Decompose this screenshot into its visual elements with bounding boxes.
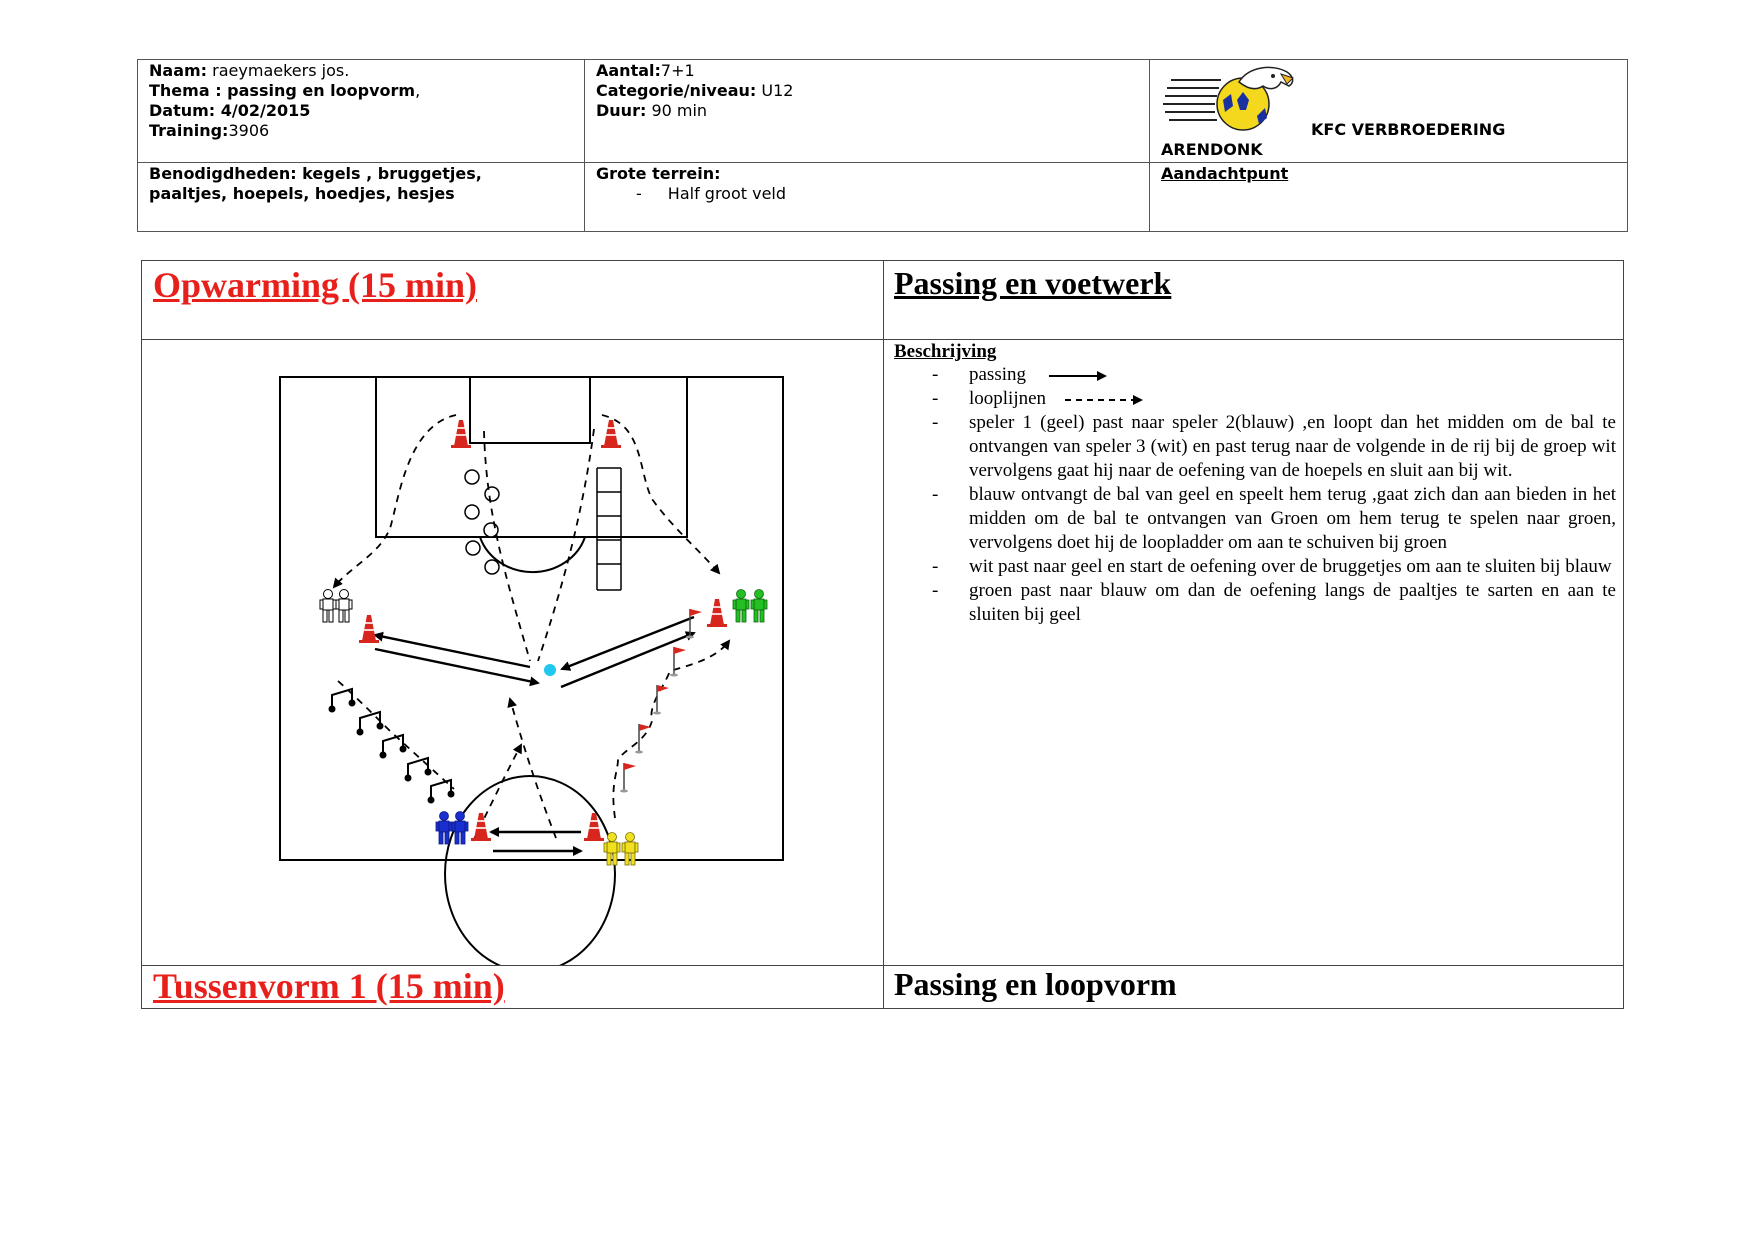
- duur-value: 90 min: [651, 101, 708, 120]
- players-white: [320, 590, 352, 623]
- hurdles: [329, 689, 455, 804]
- training-label: Training:: [149, 121, 229, 140]
- aandachtpunt-cell: [1161, 164, 1611, 184]
- list-item: - looplijnen: [894, 387, 1616, 411]
- exercise-1-title: Opwarming (15 min): [153, 265, 477, 305]
- club-name: KFC VERBROEDERING: [1311, 120, 1506, 139]
- dashed-arrow-icon: [1065, 393, 1145, 407]
- list-item: - wit past naar geel en start de oefening over de bruggetjes om aan te sluiten bij blauw: [932, 556, 1612, 577]
- legend-passing-label: passing: [969, 364, 1026, 385]
- description-text-2: blauw ontvangt de bal van geel en speelt hem terug ,gaat zich dan aan bieden in het midden om de bal te ontvangen van Groen om hem terug te spelen naar groen, vervolgens doet hij de loopladder om aan te schuiven bij groen: [969, 484, 1616, 553]
- exercise-1-subtitle: Passing en voetwerk: [894, 265, 1172, 301]
- datum-text: Datum: 4/02/2015: [149, 101, 311, 120]
- legend-looplijnen-label: looplijnen: [969, 388, 1047, 409]
- benodigdheden-line-1: Benodigdheden: kegels , bruggetjes,: [149, 164, 482, 183]
- players-blue: [436, 812, 468, 845]
- passing-circle: [445, 776, 615, 965]
- naam-value: raeymaekers jos.: [212, 61, 350, 80]
- list-item: - groen past naar blauw om dan de oefening langs de paaltjes te sarten en aan te sluiten bij geel: [932, 580, 1616, 625]
- solid-arrow-icon: [1049, 369, 1109, 383]
- group-info-cell: [596, 61, 1136, 121]
- benodigdheden-line-2: paaltjes, hoepels, hoedjes, hesjes: [149, 184, 455, 203]
- list-item: - passing: [894, 363, 1616, 387]
- club-logo-cell: [1151, 60, 1626, 161]
- categorie-label: Categorie/niveau:: [596, 81, 757, 100]
- terrein-dash: -: [636, 184, 642, 203]
- description-text-3: wit past naar geel en start de oefening over de bruggetjes om aan te sluiten bij blauw: [969, 556, 1612, 577]
- description-list: [894, 363, 1616, 627]
- naam-label: Naam:: [149, 61, 208, 80]
- club-city: ARENDONK: [1161, 140, 1263, 159]
- training-value: 3906: [228, 121, 270, 140]
- running-lines: [334, 415, 729, 841]
- ball: [544, 664, 556, 676]
- speed-ladder: [597, 468, 621, 590]
- description-text-4: groen past naar blauw om dan de oefening langs de paaltjes te sarten en aan te sluiten bij geel: [969, 580, 1616, 625]
- list-item: - blauw ontvangt de bal van geel en speelt hem terug ,gaat zich dan aan bieden in het midden om de bal te ontvangen van Groen om hem terug te spelen naar groen, vervolgens doet hij de loopladder om aan te schuiven bij groen: [932, 484, 1616, 553]
- categorie-value: U12: [761, 81, 794, 100]
- header-table: [137, 59, 1628, 232]
- duur-label: Duur:: [596, 101, 647, 120]
- players-green: [733, 590, 767, 623]
- list-item: - speler 1 (geel) past naar speler 2(blauw) ,en loopt dan het midden om de bal te ontvangen van speler 3 (wit) en past terug naar de volgende in de rij bij de groep wit vervolgens gaat hij naar de oefening van de hoepels en sluit aan bij wit.: [932, 412, 1616, 481]
- aandachtpunt-label: Aandachtpunt: [1161, 164, 1289, 183]
- football-field: [280, 377, 783, 860]
- exercise-diagram: [142, 341, 882, 965]
- aantal-value: 7+1: [660, 61, 695, 80]
- exercise-2-subtitle: Passing en loopvorm: [894, 966, 1177, 1002]
- description-heading: Beschrijving: [894, 341, 997, 362]
- exercise-table: [141, 260, 1624, 1009]
- description-text-1: speler 1 (geel) past naar speler 2(blauw) ,en loopt dan het midden om de bal te ontvangen van speler 3 (wit) en past terug naar de volgende in de rij bij de groep wit vervolgens gaat hij naar de oefening van de hoepels en sluit aan bij wit.: [969, 412, 1616, 481]
- terrein-cell: [596, 164, 1136, 204]
- club-logo: [1161, 60, 1321, 140]
- description-block: [894, 341, 1616, 627]
- training-info-cell: [149, 61, 579, 141]
- aantal-label: Aantal:: [596, 61, 661, 80]
- flags: [620, 609, 702, 793]
- thema-label: Thema : passing en loopvorm: [149, 81, 416, 100]
- benodigdheden-cell: [149, 164, 579, 204]
- terrein-value: Half groot veld: [667, 184, 787, 203]
- thema-suffix: ,: [415, 81, 421, 100]
- exercise-2-title: Tussenvorm 1 (15 min): [153, 966, 505, 1006]
- terrein-label: Grote terrein:: [596, 164, 721, 183]
